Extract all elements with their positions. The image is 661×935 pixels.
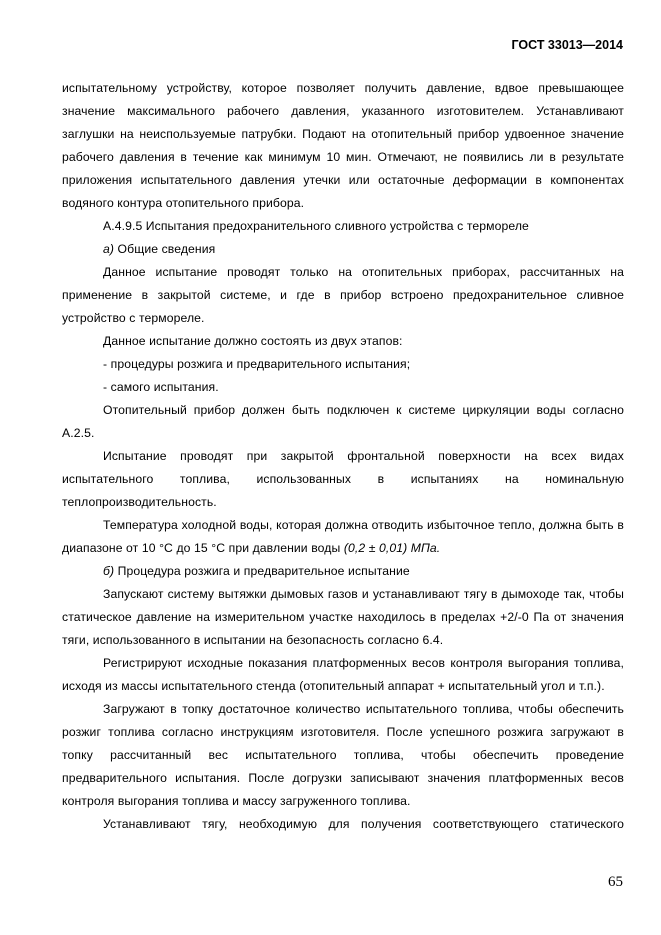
document-body: [62, 77, 624, 836]
paragraph-connection: Отопительный прибор должен быть подключен к системе циркуляции воды согласно А.2.5.: [62, 403, 624, 440]
page-number: 65: [608, 874, 623, 890]
paragraph-fuel-types: Испытание проводят при закрытой фронтальной поверхности на всех видах испытательного топлива, использованных в испытаниях на номинальную теплопроизводительность.: [62, 449, 624, 509]
subheading-ignition: [62, 560, 624, 583]
list-item-test: - самого испытания.: [103, 380, 219, 394]
paragraph-water-temperature: [62, 514, 624, 560]
section-heading-a495: А.4.9.5 Испытания предохранительного сливного устройства с термореле: [103, 219, 529, 233]
list-marker-b: б): [103, 564, 115, 578]
list-item-ignition: - процедуры розжига и предварительного испытания;: [103, 357, 411, 371]
list-marker-a: а): [103, 242, 115, 256]
paragraph-continuation: испытательному устройству, которое позволяет получить давление, вдвое превышающее значение максимального рабочего давления, указанного изготовителем. Устанавливают заглушки на неиспользуемые патрубки. Подают на отопительный прибор удвоенное значение рабочего давления в течение как минимум 10 мин. Отмечают, не появились ли в результате приложения испытательного давления утечки или остаточные деформации в компонентах водяного контура отопительного прибора.: [62, 81, 624, 210]
paragraph-draught-setting: Устанавливают тягу, необходимую для получения соответствующего статического: [103, 817, 624, 831]
water-temperature-text: Температура холодной воды, которая должна отводить избыточное тепло, должна быть в диапазоне от 10 °С до 15 °С при давлении воды: [62, 518, 624, 555]
paragraph-draught: Запускают систему вытяжки дымовых газов и устанавливают тягу в дымоходе так, чтобы статическое давление на измерительном участке находилось в пределах +2/-0 Па от значения тяги, использованного в испытании на безопасность согласно 6.4.: [62, 587, 624, 647]
subheading-general: [62, 238, 624, 261]
paragraph-loading: Загружают в топку достаточное количество испытательного топлива, чтобы обеспечить розжиг топлива согласно инструкциям изготовителя. После успешного розжига загружают в топку рассчитанный вес испытательного топлива, чтобы обеспечить проведение предварительного испытания. После догрузки записывают значения платформенных весов контроля выгорания топлива и массу загруженного топлива.: [62, 702, 624, 808]
paragraph-scope: Данное испытание проводят только на отопительных приборах, рассчитанных на применение в закрытой системе, и где в прибор встроено предохранительное сливное устройство с термореле.: [62, 265, 624, 325]
standard-header: ГОСТ 33013—2014: [511, 38, 623, 52]
paragraph-scales: Регистрируют исходные показания платформенных весов контроля выгорания топлива, исходя из массы испытательного стенда (отопительный аппарат + испытательный угол и т.п.).: [62, 656, 624, 693]
subheading-general-text: Общие сведения: [114, 242, 216, 256]
water-pressure-value: (0,2 ± 0,01) МПа.: [343, 541, 441, 555]
subheading-ignition-text: Процедура розжига и предварительное испытание: [114, 564, 410, 578]
paragraph-stages: Данное испытание должно состоять из двух этапов:: [103, 334, 403, 348]
